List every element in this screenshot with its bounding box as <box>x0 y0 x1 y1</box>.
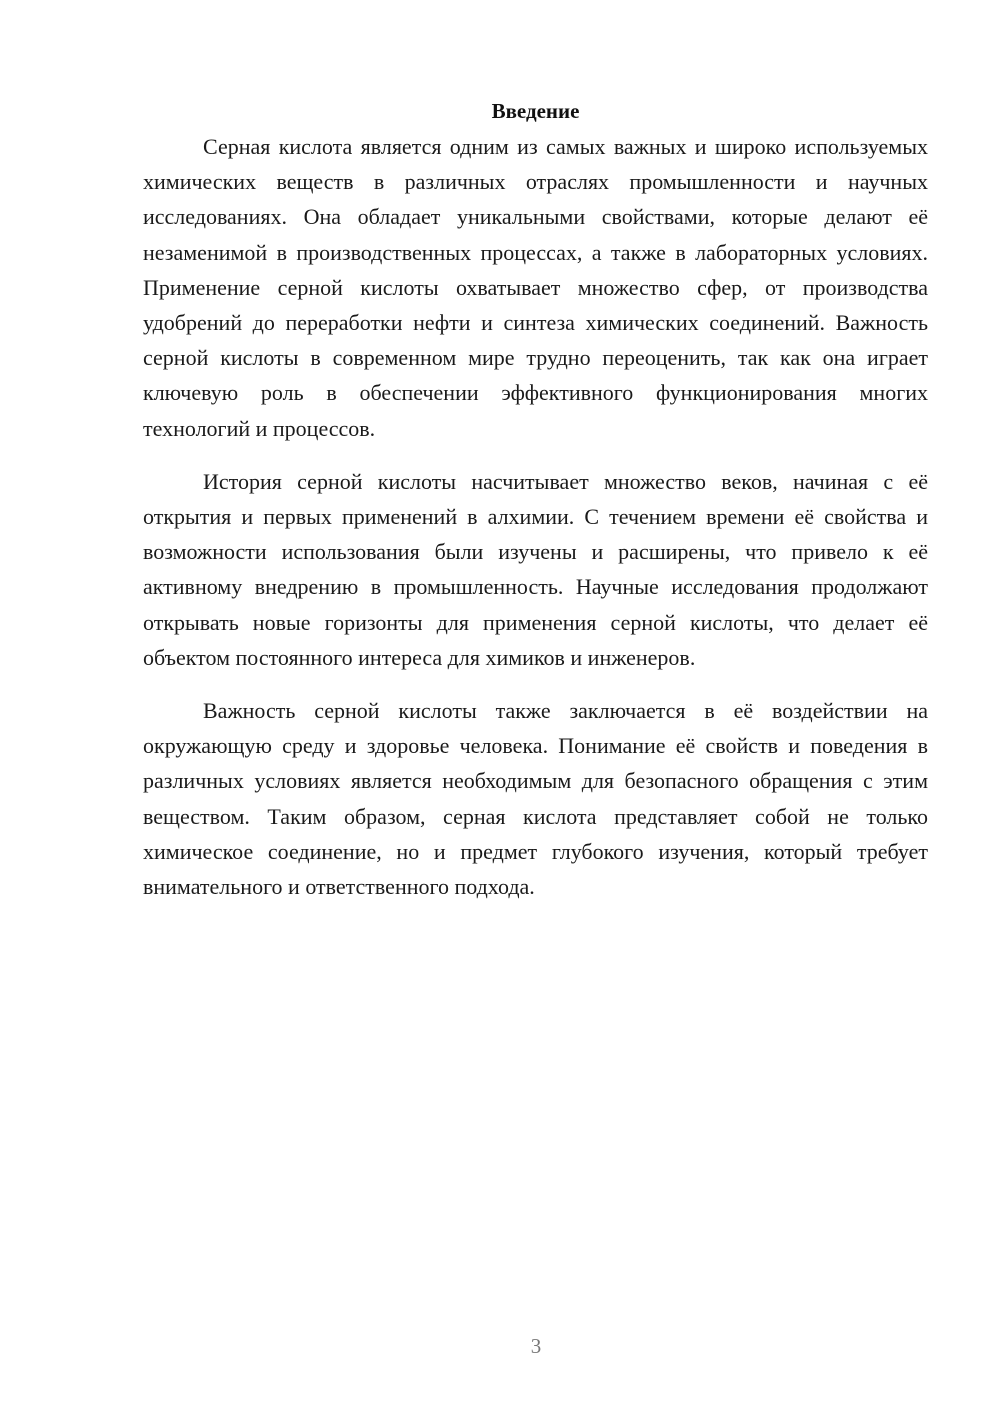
paragraph-2: История серной кислоты насчитывает множество веков, начиная с её открытия и первых применений в алхимии. С течением времени её свойства и возможности использования были изучены и расширены, что привело к её активному внедрению в промышленность. Научные исследования продолжают открывать новые горизонты для применения серной кислоты, что делает её объектом постоянного интереса для химиков и инженеров. <box>143 468 928 670</box>
paragraph-3: Важность серной кислоты также заключается в её воздействии на окружающую среду и здоровье человека. Понимание её свойств и поведения в различных условиях является необходимым для безопасного обращения с этим веществом. Таким образом, серная кислота представляет собой не только химическое соединение, но и предмет глубокого изучения, который требует внимательного и ответственного подхода. <box>143 698 928 900</box>
page-number: 3 <box>530 1334 542 1358</box>
page-content <box>143 94 928 922</box>
section-title: Введение <box>491 99 580 123</box>
paragraph-1: Серная кислота является одним из самых важных и широко используемых химических веществ в различных отраслях промышленности и научных исследованиях. Она обладает уникальными свойствами, которые делают её незаменимой в производственных процессах, а также в лабораторных условиях. Применение серной кислоты охватывает множество сфер, от производства удобрений до переработки нефти и синтеза химических соединений. Важность серной кислоты в современном мире трудно переоценить, так как она играет ключевую роль в обеспечении эффективного функционирования многих технологий и процессов. <box>143 134 928 441</box>
